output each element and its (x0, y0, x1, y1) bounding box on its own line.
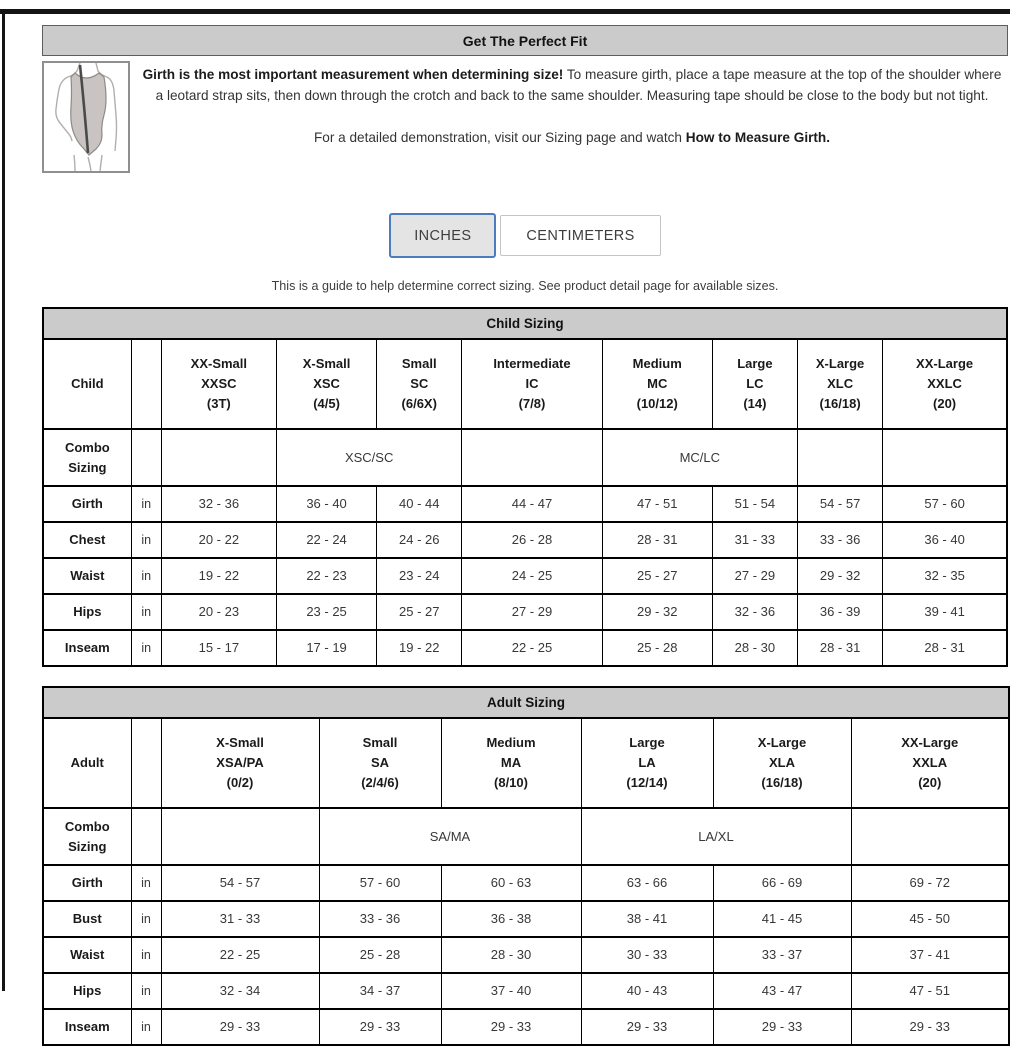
unit-cell: in (131, 973, 161, 1009)
size-range: (8/10) (494, 775, 528, 790)
size-code: SA (370, 755, 390, 770)
measurement-value: 20 - 23 (161, 594, 276, 630)
measurement-value: 29 - 33 (161, 1009, 319, 1045)
measurement-value: 28 - 30 (441, 937, 581, 973)
measurement-value: 31 - 33 (712, 522, 797, 558)
unit-toggle-group (42, 213, 1008, 258)
size-column-header (161, 718, 319, 808)
combo-cell (161, 808, 319, 865)
frame-left-border (2, 9, 5, 991)
combo-sizing-label: Combo Sizing (43, 808, 131, 865)
size-name: X-Large (815, 356, 865, 371)
combo-cell (883, 429, 1007, 486)
size-column-header (377, 339, 462, 429)
size-code: MC (647, 376, 668, 391)
size-column-header (712, 339, 797, 429)
measurement-value: 25 - 28 (319, 937, 441, 973)
girth-paragraph (140, 64, 1004, 106)
row-group-label: Adult (43, 718, 131, 808)
measurement-value: 60 - 63 (441, 865, 581, 901)
measurement-label: Inseam (43, 630, 131, 666)
size-code: LA (638, 755, 656, 770)
size-code: XSC (313, 376, 340, 391)
combo-cell (851, 808, 1009, 865)
size-column-header (462, 339, 602, 429)
measurement-row (43, 630, 1007, 666)
size-name: X-Small (302, 356, 351, 371)
size-name: Intermediate (493, 356, 571, 371)
measurement-row (43, 486, 1007, 522)
measurement-value: 36 - 40 (276, 486, 376, 522)
size-code: XSA/PA (216, 755, 264, 770)
size-name: Medium (486, 735, 536, 750)
measurement-value: 66 - 69 (713, 865, 851, 901)
combo-cell (161, 429, 276, 486)
size-range: (10/12) (636, 396, 678, 411)
size-header-row (43, 339, 1007, 429)
measurement-value: 54 - 57 (798, 486, 883, 522)
measurement-value: 34 - 37 (319, 973, 441, 1009)
size-code: XXSC (201, 376, 237, 391)
unit-column-header (131, 718, 161, 808)
measurement-value: 29 - 33 (441, 1009, 581, 1045)
girth-paragraph-rest: To measure girth, place a tape measure at the top of the shoulder where a leotard strap sits, then down through the crotch and back to the same shoulder. Measuring tape should be close to the body but not tight. (155, 67, 1002, 103)
centimeters-button[interactable]: CENTIMETERS (500, 215, 660, 256)
size-column-header (883, 339, 1007, 429)
size-name: XX-Small (190, 356, 248, 371)
unit-cell: in (131, 1009, 161, 1045)
measurement-value: 25 - 28 (602, 630, 712, 666)
size-column-header (713, 718, 851, 808)
measurement-value: 29 - 33 (713, 1009, 851, 1045)
page-title-bar (42, 25, 1008, 56)
measurement-value: 29 - 32 (602, 594, 712, 630)
size-range: (14) (743, 396, 767, 411)
size-range: (16/18) (819, 396, 861, 411)
measurement-row (43, 937, 1009, 973)
leotard-girth-diagram (42, 61, 130, 173)
combo-sizing-label: Combo Sizing (43, 429, 131, 486)
size-name: Medium (632, 356, 682, 371)
measurement-value: 29 - 32 (798, 558, 883, 594)
measurement-value: 45 - 50 (851, 901, 1009, 937)
table-title-row (43, 687, 1009, 718)
size-name: Small (401, 356, 437, 371)
size-column-header (441, 718, 581, 808)
unit-cell: in (131, 594, 161, 630)
measurement-row (43, 594, 1007, 630)
size-range: (20) (933, 396, 957, 411)
measurement-row (43, 522, 1007, 558)
measurement-value: 51 - 54 (712, 486, 797, 522)
measurement-value: 32 - 36 (712, 594, 797, 630)
size-name: Large (629, 735, 665, 750)
measurement-value: 22 - 25 (462, 630, 602, 666)
size-name: X-Large (757, 735, 807, 750)
table-title: Child Sizing (43, 308, 1007, 339)
measurement-value: 33 - 37 (713, 937, 851, 973)
measurement-row (43, 901, 1009, 937)
size-range: (20) (918, 775, 942, 790)
measurement-value: 63 - 66 (581, 865, 713, 901)
measurement-label: Hips (43, 594, 131, 630)
measurement-value: 47 - 51 (602, 486, 712, 522)
measurement-value: 28 - 31 (798, 630, 883, 666)
sizing-guide-content (42, 25, 1008, 1046)
size-range: (6/6X) (401, 396, 437, 411)
measurement-value: 44 - 47 (462, 486, 602, 522)
adult-sizing-table (42, 686, 1010, 1046)
measurement-value: 47 - 51 (851, 973, 1009, 1009)
measurement-value: 38 - 41 (581, 901, 713, 937)
size-column-header (851, 718, 1009, 808)
unit-cell: in (131, 865, 161, 901)
row-group-label: Child (43, 339, 131, 429)
measurement-value: 30 - 33 (581, 937, 713, 973)
combo-sizing-row (43, 808, 1009, 865)
unit-cell: in (131, 937, 161, 973)
leotard-figure-icon (44, 63, 128, 171)
measurement-value: 22 - 25 (161, 937, 319, 973)
girth-bold-lead: Girth is the most important measurement when determining size! (142, 67, 564, 82)
measurement-value: 69 - 72 (851, 865, 1009, 901)
measurement-label: Girth (43, 486, 131, 522)
inches-button[interactable]: INCHES (389, 213, 496, 258)
size-range: (7/8) (518, 396, 546, 411)
measurement-value: 31 - 33 (161, 901, 319, 937)
combo-unit-cell (131, 429, 161, 486)
size-code: XXLC (927, 376, 962, 391)
measurement-value: 33 - 36 (798, 522, 883, 558)
measurement-value: 25 - 27 (377, 594, 462, 630)
size-code: SC (410, 376, 429, 391)
measurement-value: 37 - 40 (441, 973, 581, 1009)
measurement-row (43, 558, 1007, 594)
size-name: Large (737, 356, 773, 371)
size-name: XX-Large (901, 735, 959, 750)
measurement-row (43, 865, 1009, 901)
size-column-header (276, 339, 376, 429)
measurement-label: Waist (43, 937, 131, 973)
unit-cell: in (131, 630, 161, 666)
size-code: XXLA (912, 755, 948, 770)
measurement-value: 29 - 33 (851, 1009, 1009, 1045)
measurement-value: 23 - 24 (377, 558, 462, 594)
size-column-header (798, 339, 883, 429)
measurement-value: 22 - 24 (276, 522, 376, 558)
measurement-value: 28 - 31 (883, 630, 1007, 666)
size-code: MA (500, 755, 522, 770)
measurement-value: 17 - 19 (276, 630, 376, 666)
combo-cell (798, 429, 883, 486)
size-code: LC (746, 376, 764, 391)
measurement-value: 37 - 41 (851, 937, 1009, 973)
size-range: (0/2) (226, 775, 254, 790)
measurement-value: 19 - 22 (377, 630, 462, 666)
measurement-label: Waist (43, 558, 131, 594)
size-code: XLC (827, 376, 854, 391)
measurement-label: Chest (43, 522, 131, 558)
measurement-value: 28 - 31 (602, 522, 712, 558)
size-column-header (161, 339, 276, 429)
combo-cell (462, 429, 602, 486)
size-range: (4/5) (313, 396, 340, 411)
combo-cell: SA/MA (319, 808, 581, 865)
measurement-value: 40 - 43 (581, 973, 713, 1009)
measurement-value: 40 - 44 (377, 486, 462, 522)
size-range: (16/18) (761, 775, 803, 790)
measurement-value: 19 - 22 (161, 558, 276, 594)
girth-intro-section (42, 61, 1008, 173)
unit-cell: in (131, 901, 161, 937)
page-title: Get The Perfect Fit (462, 32, 588, 49)
table-title-row (43, 308, 1007, 339)
unit-cell: in (131, 486, 161, 522)
measurement-value: 43 - 47 (713, 973, 851, 1009)
measurement-row (43, 973, 1009, 1009)
size-column-header (602, 339, 712, 429)
measurement-label: Girth (43, 865, 131, 901)
size-code: IC (525, 376, 539, 391)
unit-column-header (131, 339, 161, 429)
measurement-value: 32 - 36 (161, 486, 276, 522)
measurement-label: Bust (43, 901, 131, 937)
combo-cell: XSC/SC (276, 429, 461, 486)
measurement-value: 23 - 25 (276, 594, 376, 630)
size-range: (3T) (206, 396, 231, 411)
measurement-value: 39 - 41 (883, 594, 1007, 630)
measurement-value: 27 - 29 (712, 558, 797, 594)
size-column-header (581, 718, 713, 808)
measurement-value: 41 - 45 (713, 901, 851, 937)
frame-top-border (0, 9, 1010, 14)
combo-cell: MC/LC (602, 429, 797, 486)
size-code: XLA (769, 755, 795, 770)
combo-cell: LA/XL (581, 808, 851, 865)
measurement-value: 36 - 38 (441, 901, 581, 937)
measurement-value: 57 - 60 (319, 865, 441, 901)
measurement-value: 29 - 33 (581, 1009, 713, 1045)
child-sizing-table (42, 307, 1008, 667)
size-range: (2/4/6) (361, 775, 399, 790)
measurement-value: 15 - 17 (161, 630, 276, 666)
measurement-value: 28 - 30 (712, 630, 797, 666)
girth-instructions (130, 61, 1008, 173)
table-title: Adult Sizing (43, 687, 1009, 718)
measurement-value: 57 - 60 (883, 486, 1007, 522)
measurement-value: 33 - 36 (319, 901, 441, 937)
measurement-row (43, 1009, 1009, 1045)
measurement-value: 29 - 33 (319, 1009, 441, 1045)
demo-bold: How to Measure Girth. (685, 130, 831, 145)
combo-sizing-row (43, 429, 1007, 486)
measurement-label: Hips (43, 973, 131, 1009)
size-name: X-Small (216, 735, 264, 750)
size-column-header (319, 718, 441, 808)
unit-cell: in (131, 558, 161, 594)
size-header-row (43, 718, 1009, 808)
measurement-value: 36 - 39 (798, 594, 883, 630)
measurement-label: Inseam (43, 1009, 131, 1045)
measurement-value: 22 - 23 (276, 558, 376, 594)
measurement-value: 24 - 25 (462, 558, 602, 594)
measurement-value: 27 - 29 (462, 594, 602, 630)
combo-unit-cell (131, 808, 161, 865)
measurement-value: 26 - 28 (462, 522, 602, 558)
measurement-value: 32 - 34 (161, 973, 319, 1009)
measurement-value: 32 - 35 (883, 558, 1007, 594)
size-name: XX-Large (916, 356, 974, 371)
measurement-value: 20 - 22 (161, 522, 276, 558)
measurement-value: 25 - 27 (602, 558, 712, 594)
size-name: Small (362, 735, 398, 750)
measurement-value: 36 - 40 (883, 522, 1007, 558)
demo-line (140, 127, 1004, 148)
measurement-value: 24 - 26 (377, 522, 462, 558)
size-range: (12/14) (626, 775, 668, 790)
unit-cell: in (131, 522, 161, 558)
demo-prefix: For a detailed demonstration, visit our Sizing page and watch (313, 130, 686, 145)
sizing-guide-caption: This is a guide to help determine correct sizing. See product detail page for available sizes. (271, 279, 779, 293)
measurement-value: 54 - 57 (161, 865, 319, 901)
